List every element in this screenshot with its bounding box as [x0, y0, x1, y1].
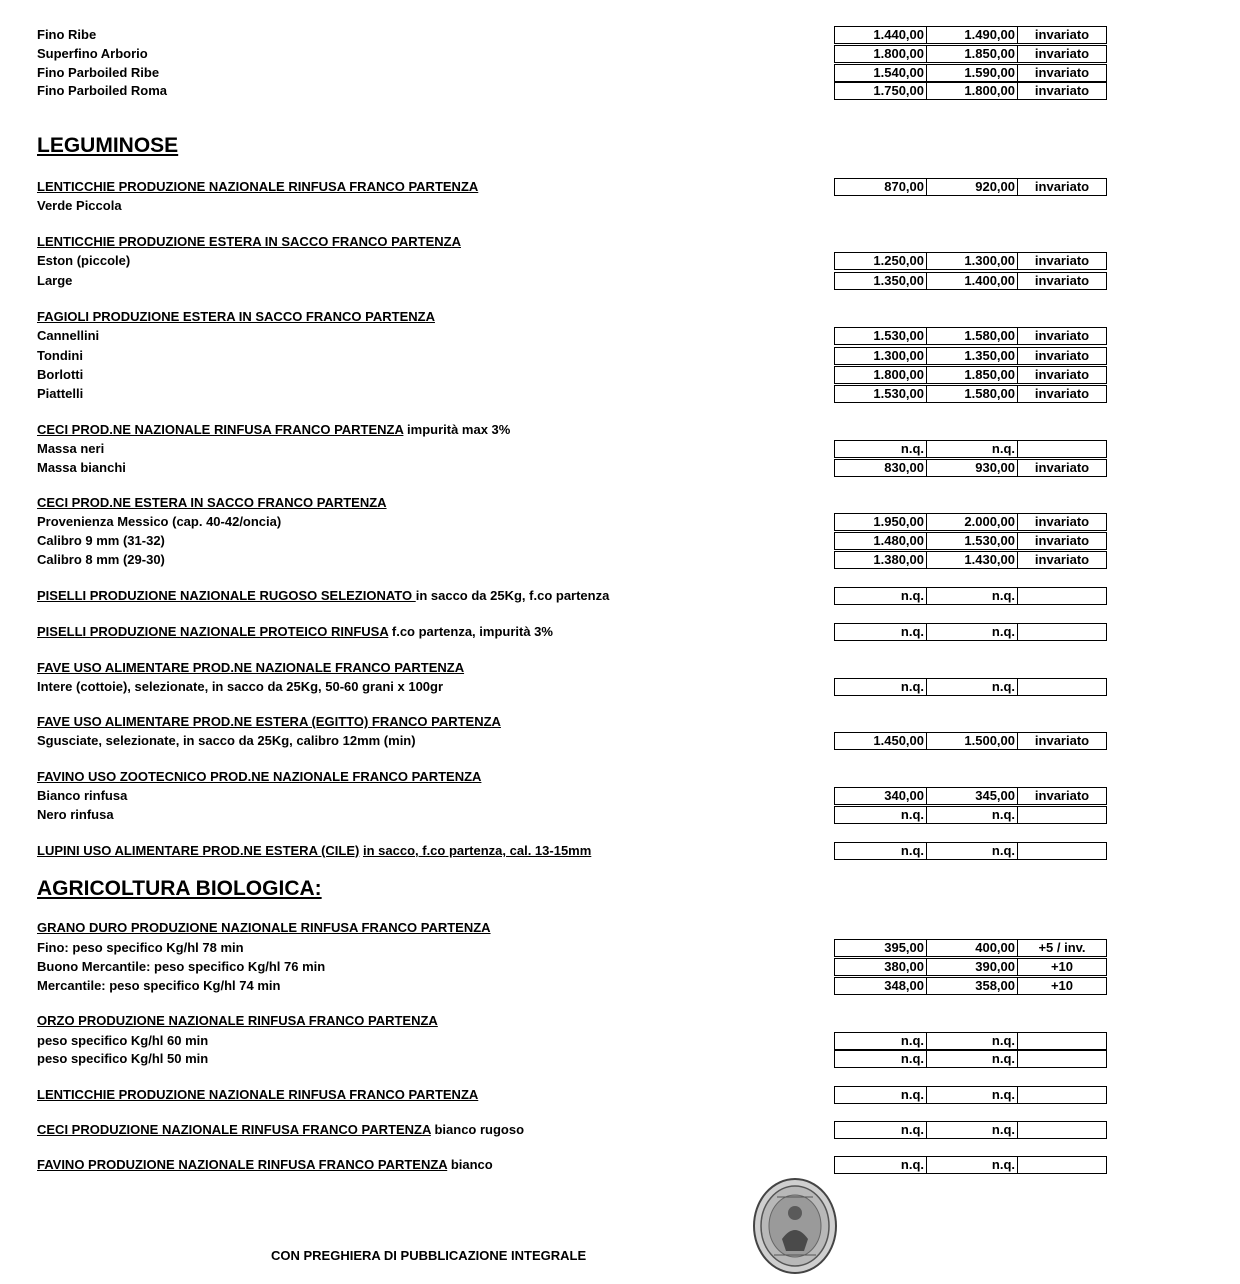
price-min: n.q. — [835, 624, 927, 640]
row-label — [37, 385, 83, 403]
price-min: 1.300,00 — [835, 348, 927, 364]
price-cell-group — [834, 513, 1107, 531]
row-label-text: peso specifico Kg/hl 60 min — [37, 1033, 209, 1048]
price-cell-group — [834, 459, 1107, 477]
row-label — [37, 919, 491, 937]
row-label — [37, 551, 165, 569]
row-label — [37, 440, 104, 458]
price-cell-group — [834, 787, 1107, 805]
price-min: 1.480,00 — [835, 533, 927, 549]
price-max: 1.800,00 — [927, 83, 1018, 99]
price-cell-group — [834, 678, 1107, 696]
category-heading-text: CECI PRODUZIONE NAZIONALE RINFUSA FRANCO PARTENZA — [37, 1122, 431, 1137]
row-label-text: Buono Mercantile: peso specifico Kg/hl 76 min — [37, 959, 326, 974]
price-variation: invariato — [1034, 328, 1090, 343]
price-variation — [1018, 843, 1106, 859]
price-cell-group — [834, 1121, 1107, 1139]
price-min: n.q. — [835, 1051, 927, 1067]
row-label — [37, 45, 148, 63]
price-variation: invariato — [1034, 514, 1090, 529]
price-max: 920,00 — [927, 179, 1018, 195]
price-min: 348,00 — [835, 978, 927, 994]
price-variation — [1018, 1051, 1106, 1067]
price-max: 345,00 — [927, 788, 1018, 804]
price-max: n.q. — [927, 679, 1018, 695]
row-label — [37, 1086, 478, 1104]
row-label — [37, 82, 167, 100]
row-label-text: Sgusciate, selezionate, in sacco da 25Kg, calibro 12mm (min) — [37, 733, 416, 748]
price-min: n.q. — [835, 679, 927, 695]
price-variation: +10 — [1050, 959, 1074, 974]
footer-note: CON PREGHIERA DI PUBBLICAZIONE INTEGRALE — [271, 1248, 587, 1263]
category-heading-text: LUPINI USO ALIMENTARE PROD.NE ESTERA (CILE) — [37, 843, 360, 858]
price-cell-group — [834, 1086, 1107, 1104]
price-min: 395,00 — [835, 940, 927, 956]
price-min: 1.540,00 — [835, 65, 927, 81]
price-cell-group — [834, 732, 1107, 750]
price-min: 870,00 — [835, 179, 927, 195]
row-label — [37, 347, 83, 365]
row-label-text: impurità max 3% — [403, 422, 511, 437]
row-label — [37, 459, 126, 477]
price-min: 380,00 — [835, 959, 927, 975]
price-cell-group — [834, 327, 1107, 345]
row-label-text: Bianco rinfusa — [37, 788, 128, 803]
row-label — [37, 1050, 208, 1068]
row-label — [37, 421, 510, 439]
row-label-text: Superfino Arborio — [37, 46, 148, 61]
row-label — [37, 233, 461, 251]
price-max: n.q. — [927, 1122, 1018, 1138]
row-label — [37, 178, 478, 196]
price-variation: invariato — [1034, 788, 1090, 803]
price-max: 1.850,00 — [927, 367, 1018, 383]
price-variation: invariato — [1034, 27, 1090, 42]
price-min: n.q. — [835, 1122, 927, 1138]
price-cell-group — [834, 252, 1107, 270]
price-variation: invariato — [1034, 733, 1090, 748]
price-max: n.q. — [927, 588, 1018, 604]
row-label-text: Calibro 8 mm (29-30) — [37, 552, 165, 567]
price-variation — [1018, 1122, 1106, 1138]
price-cell-group — [834, 64, 1107, 82]
row-label — [37, 308, 435, 326]
price-min: 1.950,00 — [835, 514, 927, 530]
row-label — [37, 1032, 208, 1050]
price-max: 390,00 — [927, 959, 1018, 975]
price-variation: invariato — [1034, 46, 1090, 61]
price-min: n.q. — [835, 441, 927, 457]
row-label — [37, 977, 280, 995]
price-cell-group — [834, 45, 1107, 63]
price-max: 1.580,00 — [927, 328, 1018, 344]
row-label — [37, 623, 553, 641]
price-max: 1.530,00 — [927, 533, 1018, 549]
price-cell-group — [834, 1032, 1107, 1050]
price-max: 1.590,00 — [927, 65, 1018, 81]
row-label-text: Large — [37, 273, 73, 288]
price-min: n.q. — [835, 588, 927, 604]
row-label-text: Piattelli — [37, 386, 84, 401]
category-heading-text: FAVINO PRODUZIONE NAZIONALE RINFUSA FRANCO PARTENZA — [37, 1157, 448, 1172]
row-label-text: Nero rinfusa — [37, 807, 114, 822]
price-cell-group — [834, 272, 1107, 290]
price-max: 1.300,00 — [927, 253, 1018, 269]
row-label — [37, 366, 83, 384]
price-max: 930,00 — [927, 460, 1018, 476]
price-variation — [1018, 1087, 1106, 1103]
row-label — [37, 252, 130, 270]
category-heading-text: PISELLI PRODUZIONE NAZIONALE RUGOSO SELEZIONATO — [37, 588, 416, 603]
price-max: n.q. — [927, 807, 1018, 823]
price-max: 1.430,00 — [927, 552, 1018, 568]
row-label — [37, 939, 244, 957]
row-label — [37, 1121, 524, 1139]
price-min: 1.440,00 — [835, 27, 927, 43]
price-variation: invariato — [1034, 65, 1090, 80]
price-max: n.q. — [927, 1033, 1018, 1049]
row-label-text: Massa neri — [37, 441, 105, 456]
row-label-text: Cannellini — [37, 328, 100, 343]
price-cell-group — [834, 958, 1107, 976]
category-heading-text: GRANO DURO PRODUZIONE NAZIONALE RINFUSA FRANCO PARTENZA — [37, 920, 491, 935]
price-min: 1.800,00 — [835, 367, 927, 383]
price-max: 1.350,00 — [927, 348, 1018, 364]
category-heading-text: LENTICCHIE PRODUZIONE NAZIONALE RINFUSA FRANCO PARTENZA — [37, 179, 479, 194]
price-max: n.q. — [927, 1157, 1018, 1173]
price-max: 1.580,00 — [927, 386, 1018, 402]
price-cell-group — [834, 178, 1107, 196]
category-heading-text: FAVE USO ALIMENTARE PROD.NE ESTERA (EGITTO) FRANCO PARTENZA — [37, 714, 501, 729]
price-min: 1.750,00 — [835, 83, 927, 99]
price-max: 1.400,00 — [927, 273, 1018, 289]
price-cell-group — [834, 26, 1107, 44]
price-variation — [1018, 588, 1106, 604]
price-variation — [1018, 807, 1106, 823]
row-label-text: peso specifico Kg/hl 50 min — [37, 1051, 209, 1066]
price-variation: invariato — [1034, 552, 1090, 567]
price-variation: invariato — [1034, 83, 1090, 98]
row-label-text: Verde Piccola — [37, 198, 122, 213]
row-label-text: Fino Ribe — [37, 27, 97, 42]
price-max: n.q. — [927, 441, 1018, 457]
row-label-text: in sacco da 25Kg, f.co partenza — [415, 588, 610, 603]
price-max: 358,00 — [927, 978, 1018, 994]
row-label — [37, 64, 159, 82]
price-cell-group — [834, 551, 1107, 569]
row-label-text: bianco — [447, 1157, 493, 1172]
price-min: n.q. — [835, 843, 927, 859]
category-heading-text: FAVINO USO ZOOTECNICO PROD.NE NAZIONALE FRANCO PARTENZA — [37, 769, 482, 784]
price-variation — [1018, 624, 1106, 640]
price-cell-group — [834, 532, 1107, 550]
row-label — [37, 842, 591, 860]
row-label-text: Mercantile: peso specifico Kg/hl 74 min — [37, 978, 281, 993]
price-cell-group — [834, 82, 1107, 100]
row-label — [37, 787, 127, 805]
row-label-text: Tondini — [37, 348, 83, 363]
price-max: 400,00 — [927, 940, 1018, 956]
row-label-text: Massa bianchi — [37, 460, 126, 475]
price-cell-group — [834, 939, 1107, 957]
price-cell-group — [834, 1050, 1107, 1068]
row-label — [37, 26, 96, 44]
row-label — [37, 1012, 438, 1030]
section-heading: AGRICOLTURA BIOLOGICA: — [37, 877, 322, 900]
price-variation — [1018, 1033, 1106, 1049]
row-label — [37, 732, 416, 750]
price-min: 1.350,00 — [835, 273, 927, 289]
price-cell-group — [834, 842, 1107, 860]
row-label — [37, 587, 609, 605]
price-cell-group — [834, 366, 1107, 384]
price-variation: invariato — [1034, 386, 1090, 401]
row-label — [37, 494, 387, 512]
row-label-text: Intere (cottoie), selezionate, in sacco da 25Kg, 50-60 grani x 100gr — [37, 679, 444, 694]
row-label-text: Eston (piccole) — [37, 253, 131, 268]
price-variation: invariato — [1034, 533, 1090, 548]
row-label — [37, 958, 325, 976]
price-min: 340,00 — [835, 788, 927, 804]
price-max: n.q. — [927, 1087, 1018, 1103]
price-cell-group — [834, 1156, 1107, 1174]
row-label — [37, 272, 72, 290]
category-heading-text: LENTICCHIE PRODUZIONE ESTERA IN SACCO FRANCO PARTENZA — [37, 234, 461, 249]
row-label — [37, 197, 122, 215]
price-min: 1.380,00 — [835, 552, 927, 568]
row-label — [37, 713, 501, 731]
category-heading-text: PISELLI PRODUZIONE NAZIONALE PROTEICO RINFUSA — [37, 624, 389, 639]
price-variation: invariato — [1034, 179, 1090, 194]
row-label — [37, 1156, 493, 1174]
price-variation — [1018, 441, 1106, 457]
price-cell-group — [834, 347, 1107, 365]
price-cell-group — [834, 977, 1107, 995]
price-min: n.q. — [835, 1157, 927, 1173]
row-label-text: Calibro 9 mm (31-32) — [37, 533, 165, 548]
price-cell-group — [834, 623, 1107, 641]
price-max: 2.000,00 — [927, 514, 1018, 530]
category-heading-text: FAGIOLI PRODUZIONE ESTERA IN SACCO FRANCO PARTENZA — [37, 309, 435, 324]
price-min: 1.800,00 — [835, 46, 927, 62]
price-variation: invariato — [1034, 460, 1090, 475]
row-label — [37, 768, 481, 786]
row-label — [37, 678, 443, 696]
price-min: 1.450,00 — [835, 733, 927, 749]
row-label-text: Borlotti — [37, 367, 84, 382]
row-label-text: Fino: peso specifico Kg/hl 78 min — [37, 940, 244, 955]
price-variation — [1018, 679, 1106, 695]
price-variation: invariato — [1034, 273, 1090, 288]
price-cell-group — [834, 385, 1107, 403]
section-heading: LEGUMINOSE — [37, 134, 179, 157]
row-label — [37, 327, 99, 345]
price-max: n.q. — [927, 624, 1018, 640]
price-variation: invariato — [1034, 253, 1090, 268]
official-seal-icon — [752, 1177, 838, 1275]
price-variation: +10 — [1050, 978, 1074, 993]
price-cell-group — [834, 587, 1107, 605]
category-heading-text: in sacco, f.co partenza, cal. 13-15mm — [362, 843, 592, 858]
row-label-text: bianco rugoso — [430, 1122, 525, 1137]
price-min: 830,00 — [835, 460, 927, 476]
row-label-text: Fino Parboiled Ribe — [37, 65, 160, 80]
row-label-text: Fino Parboiled Roma — [37, 83, 168, 98]
category-heading-text: CECI PROD.NE ESTERA IN SACCO FRANCO PARTENZA — [37, 495, 387, 510]
price-min: n.q. — [835, 1033, 927, 1049]
price-variation — [1018, 1157, 1106, 1173]
price-min: n.q. — [835, 1087, 927, 1103]
category-heading-text: LENTICCHIE PRODUZIONE NAZIONALE RINFUSA FRANCO PARTENZA — [37, 1087, 479, 1102]
row-label — [37, 513, 281, 531]
price-max: 1.490,00 — [927, 27, 1018, 43]
category-heading-text: FAVE USO ALIMENTARE PROD.NE NAZIONALE FRANCO PARTENZA — [37, 660, 465, 675]
price-min: n.q. — [835, 807, 927, 823]
category-heading-text: CECI PROD.NE NAZIONALE RINFUSA FRANCO PARTENZA — [37, 422, 404, 437]
price-max: n.q. — [927, 1051, 1018, 1067]
price-cell-group — [834, 440, 1107, 458]
price-min: 1.250,00 — [835, 253, 927, 269]
price-variation: invariato — [1034, 367, 1090, 382]
row-label-text: f.co partenza, impurità 3% — [388, 624, 553, 639]
price-cell-group — [834, 806, 1107, 824]
row-label-text: Provenienza Messico (cap. 40-42/oncia) — [37, 514, 282, 529]
category-heading-text: ORZO PRODUZIONE NAZIONALE RINFUSA FRANCO PARTENZA — [37, 1013, 438, 1028]
price-min: 1.530,00 — [835, 386, 927, 402]
price-max: 1.850,00 — [927, 46, 1018, 62]
price-max: n.q. — [927, 843, 1018, 859]
row-label — [37, 806, 114, 824]
price-min: 1.530,00 — [835, 328, 927, 344]
row-label — [37, 532, 165, 550]
price-max: 1.500,00 — [927, 733, 1018, 749]
price-variation: invariato — [1034, 348, 1090, 363]
price-variation: +5 / inv. — [1038, 940, 1086, 955]
row-label — [37, 659, 464, 677]
